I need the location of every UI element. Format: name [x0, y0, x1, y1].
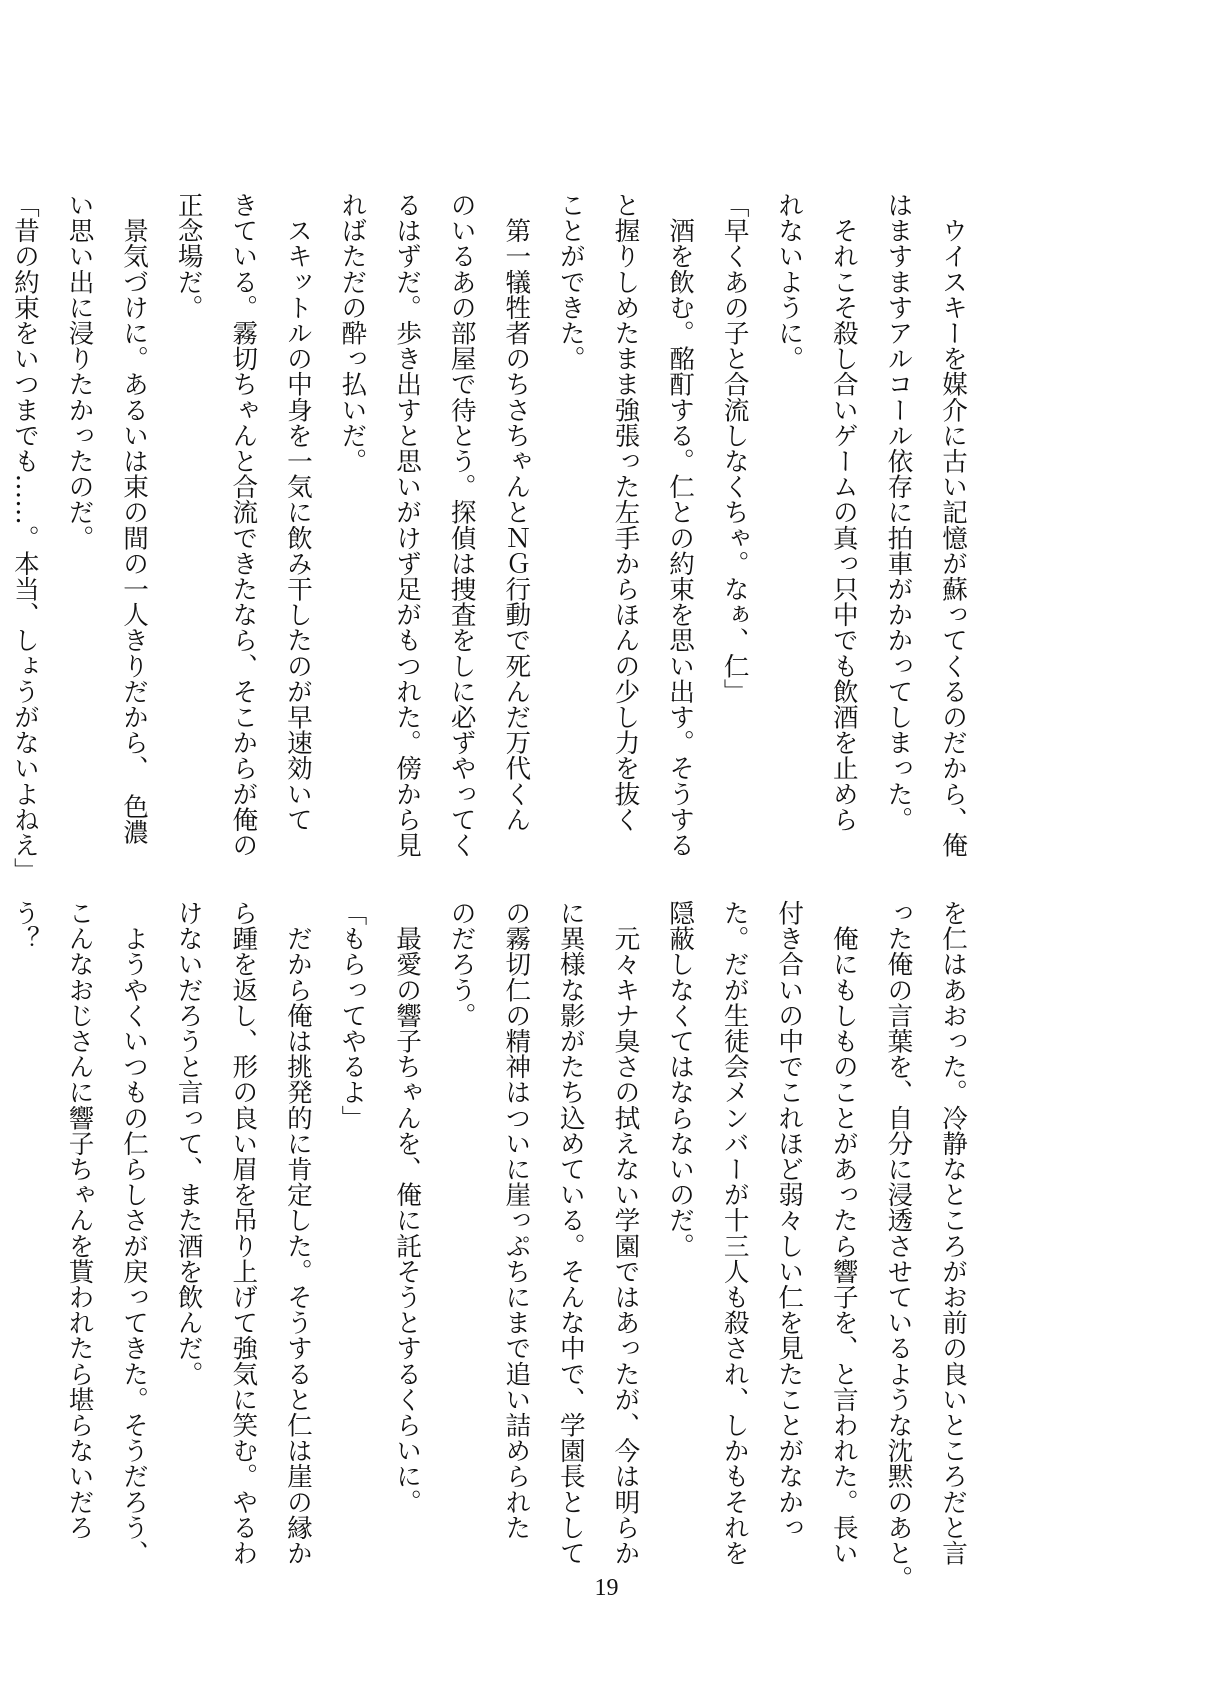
text-line: 俺にもしものことがあったら響子を、と言われた。長い — [828, 900, 859, 1566]
text-line: い思い出に浸りたかったのだ。 — [64, 192, 95, 551]
text-line: スキットルの中身を一気に飲み干したのが早速効いて — [282, 192, 313, 832]
text-line: 「昔の約束をいつまでも……。本当、しょうがないよねえ」 — [9, 192, 40, 884]
text-line: のいるあの部屋で待とう。探偵は捜査をしに必ずやってく — [446, 192, 477, 858]
text-line: 元々キナ臭さの拭えない学園ではあったが、今は明らか — [610, 900, 641, 1566]
text-line: の霧切仁の精神はついに崖っぷちにまで追い詰められた — [501, 900, 532, 1540]
text-line: 「早くあの子と合流しなくちゃ。なぁ、仁」 — [719, 192, 750, 704]
text-line: こんなおじさんに響子ちゃんを貰われたら堪らないだろ — [64, 900, 95, 1540]
text-line: と握りしめたまま強張った左手からほんの少し力を抜く — [610, 192, 641, 832]
text-line: う？ — [9, 900, 40, 952]
text-line: 酒を飲む。酩酊する。仁との約束を思い出す。そうする — [665, 192, 696, 858]
text-line: だから俺は挑発的に肯定した。そうすると仁は崖の縁か — [282, 900, 313, 1566]
text-line: ればただの酔っ払いだ。 — [337, 192, 368, 474]
text-line: を仁はあおった。冷静なところがお前の良いところだと言 — [938, 900, 968, 1566]
text-line: それこそ殺し合いゲームの真っ只中でも飲酒を止めら — [828, 192, 859, 832]
text-line: 正念場だ。 — [173, 192, 204, 320]
page-number: 19 — [594, 1575, 619, 1601]
text-line: るはずだ。歩き出すと思いがけず足がもつれた。傍から見 — [392, 192, 423, 858]
text-block-top — [9, 192, 980, 884]
text-line: のだろう。 — [446, 900, 477, 1028]
text-line: った俺の言葉を、自分に浸透させているような沈黙のあと。 — [883, 900, 914, 1592]
text-line: ウイスキーを媒介に古い記憶が蘇ってくるのだから、俺 — [938, 192, 968, 858]
text-line: に異様な影がたち込めている。そんな中で、学園長として — [555, 900, 586, 1566]
text-line: れないように。 — [774, 192, 805, 372]
text-line: ら踵を返し、形の良い眉を吊り上げて強気に笑む。やるわ — [228, 900, 259, 1566]
text-line: ことができた。 — [555, 192, 586, 372]
text-line: 第一犠牲者のちさちゃんとＮＧ行動で死んだ万代くん — [501, 192, 532, 832]
text-line: ようやくいつもの仁らしさが戻ってきた。そうだろう、 — [119, 900, 150, 1566]
text-line: 景気づけに。あるいは束の間の一人きりだから、 色濃 — [119, 192, 150, 845]
text-line: 付き合いの中でこれほど弱々しい仁を見たことがなかっ — [774, 900, 805, 1540]
text-line: きている。霧切ちゃんと合流できたなら、そこからが俺の — [228, 192, 259, 858]
text-line: た。だが生徒会メンバーが十三人も殺され、しかもそれを — [719, 900, 750, 1566]
text-line: 最愛の響子ちゃんを、俺に託そうとするくらいに。 — [392, 900, 423, 1515]
text-line: 隠蔽しなくてはならないのだ。 — [665, 900, 696, 1259]
text-line: 「もらってやるよ」 — [337, 900, 368, 1131]
text-line: けないだろうと言って、また酒を飲んだ。 — [173, 900, 204, 1387]
text-line: はますますアルコール依存に拍車がかかってしまった。 — [883, 192, 914, 832]
